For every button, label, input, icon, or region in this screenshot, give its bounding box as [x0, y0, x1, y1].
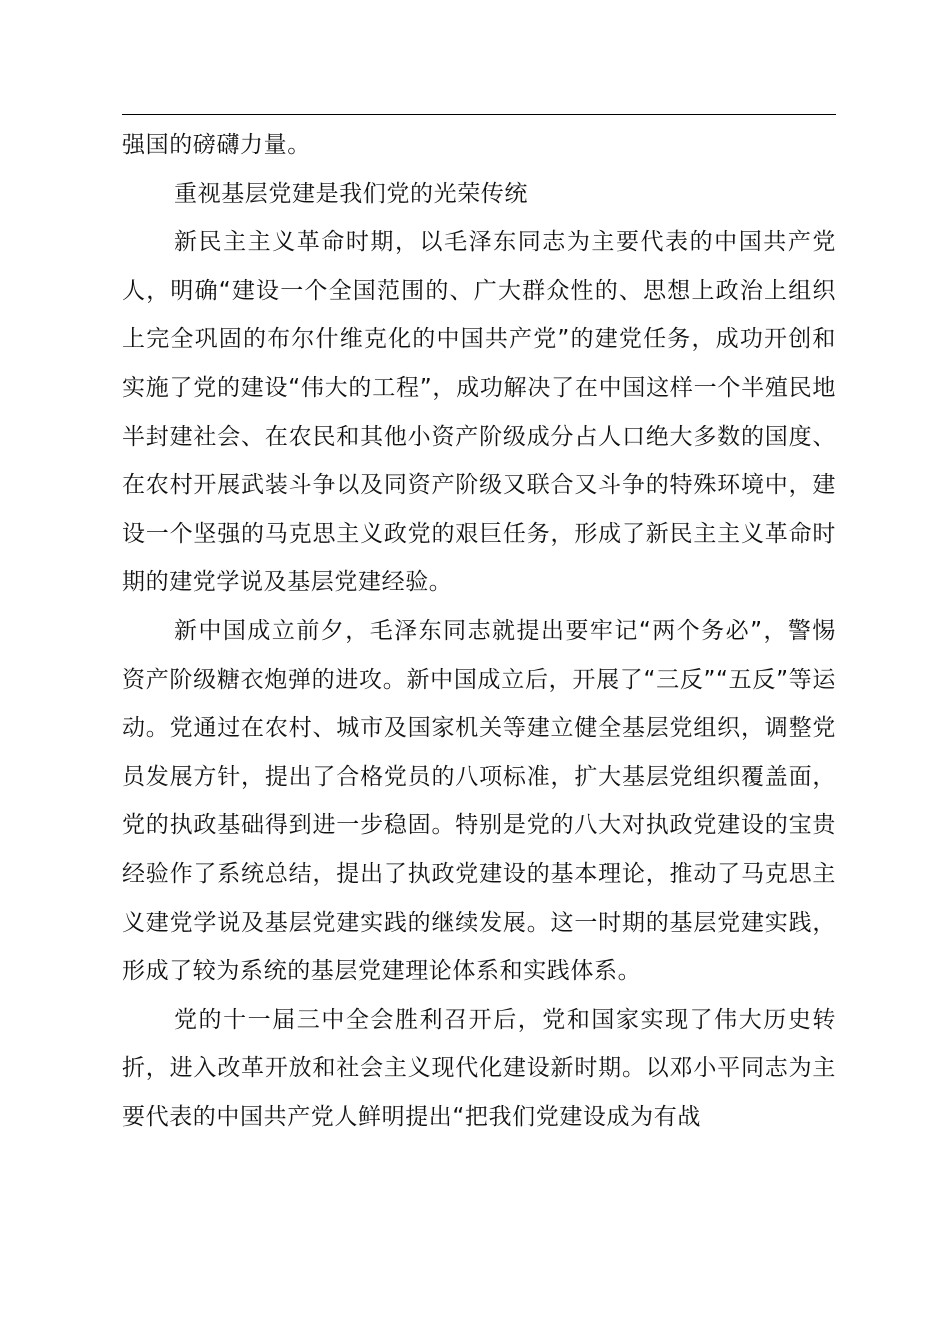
paragraph-founding-of-new-china: 新中国成立前夕，毛泽东同志就提出要牢记“两个务必”，警惕资产阶级糖衣炮弹的进攻。新中国成立后，开展了“三反”“五反”等运动。党通过在农村、城市及国家机关等建立健全基层党组织，调整党员发展方针，提出了合格党员的八项标准，扩大基层党组织覆盖面，党的执政基础得到进一步稳固。特别是党的八大对执政党建设的宝贵经验作了系统总结，提出了执政党建设的基本理论，推动了马克思主义建党学说及基层党建实践的继续发展。这一时期的基层党建实践，形成了较为系统的基层党建理论体系和实践体系。: [122, 617, 836, 985]
paragraph-new-democratic-revolution: 新民主主义革命时期，以毛泽东同志为主要代表的中国共产党人，明确“建设一个全国范围的、广大群众性的、思想上政治上组织上完全巩固的布尔什维克化的中国共产党”的建党任务，成功开创和实施了党的建设“伟大的工程”，成功解决了在中国这样一个半殖民地半封建社会、在农民和其他小资产阶级成分占人口绝大多数的国度、在农村开展武装斗争以及同资产阶级又联合又斗争的特殊环境中，建设一个坚强的马克思主义政党的艰巨任务，形成了新民主主义革命时期的建党学说及基层党建经验。: [122, 229, 836, 596]
continuation-text: 强国的磅礴力量。: [122, 132, 311, 158]
header-rule: [122, 114, 836, 115]
document-body: [122, 121, 836, 1141]
paragraph-reform-and-opening: 党的十一届三中全会胜利召开后，党和国家实现了伟大历史转折，进入改革开放和社会主义现代化建设新时期。以邓小平同志为主要代表的中国共产党人鲜明提出“把我们党建设成为有战: [122, 1006, 836, 1130]
section-heading: 重视基层党建是我们党的光荣传统: [174, 180, 528, 207]
